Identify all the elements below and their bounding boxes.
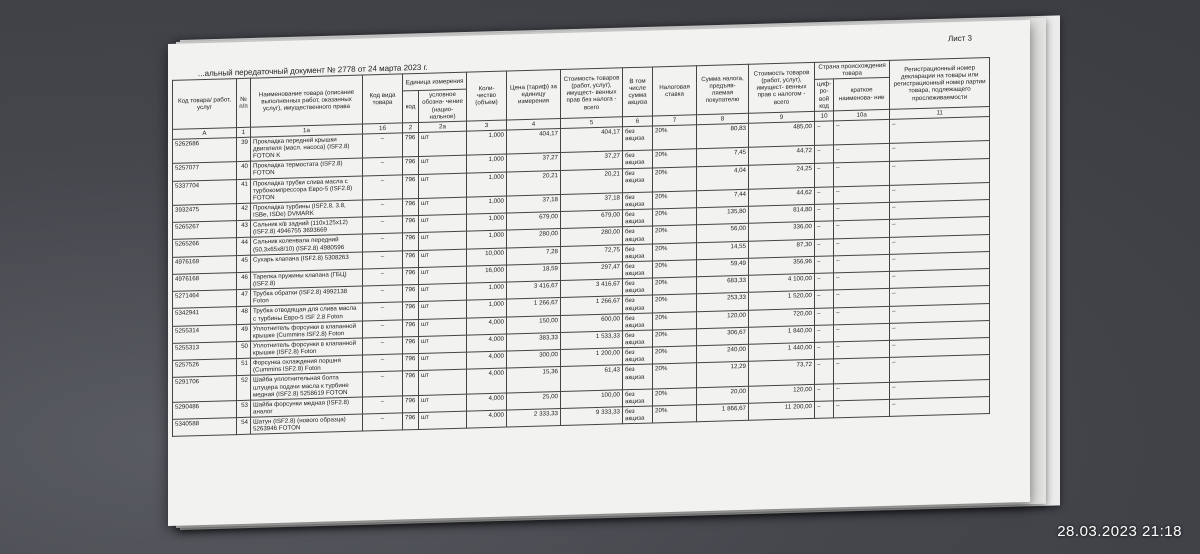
- cell-cost: 404,17: [561, 127, 623, 153]
- cell-unit-code: 796: [403, 216, 419, 234]
- cell-price: 37,27: [507, 153, 561, 172]
- cell-declaration: –: [890, 320, 990, 340]
- cell-country-code: –: [815, 221, 834, 239]
- cell-cost: 679,00: [561, 210, 623, 229]
- cell-tax: 14,55: [697, 241, 749, 260]
- cell-country-code: –: [815, 308, 834, 326]
- cell-total: 120,00: [749, 384, 815, 403]
- cell-total: 356,96: [749, 256, 815, 275]
- cell-qty: 4,000: [467, 351, 507, 369]
- cell-cost: 280,00: [561, 227, 623, 246]
- cell-country-name: –: [834, 202, 890, 221]
- column-index-cell: 10: [815, 111, 834, 122]
- cell-declaration: –: [890, 251, 990, 271]
- cell-total: 485,00: [749, 121, 815, 147]
- cell-rate: 20%: [653, 311, 697, 329]
- cell-unit-name: шт: [419, 266, 467, 285]
- column-index-cell: А: [173, 127, 237, 139]
- cell-price: 679,00: [507, 212, 561, 231]
- header-country-name: краткое наименова- ние: [834, 78, 890, 111]
- cell-number: 47: [237, 289, 251, 307]
- cell-country-name: –: [834, 144, 890, 163]
- cell-name: Сальник коленвала передний (50,3х65х8/10) (ISF2.8) 4980596: [251, 234, 363, 254]
- cell-country-code: –: [815, 121, 834, 146]
- cell-qty: 4,000: [467, 317, 507, 335]
- cell-name: Шайба форсунки медная (ISF2.8) аналог: [251, 397, 363, 417]
- cell-cost: 37,27: [561, 151, 623, 170]
- cell-declaration: –: [890, 355, 990, 382]
- cell-unit-code: 796: [403, 302, 419, 320]
- cell-rate: 20%: [653, 149, 697, 167]
- cell-code: 5271464: [173, 290, 237, 309]
- cell-rate: 20%: [653, 242, 697, 260]
- cell-qty: 1,000: [467, 172, 507, 197]
- header-excise: В том числе сумма акциза: [623, 67, 653, 117]
- cell-total: 720,00: [749, 308, 815, 327]
- cell-number: 41: [237, 179, 251, 204]
- page-label: Лист 3: [947, 33, 972, 44]
- cell-country-name: –: [834, 399, 890, 418]
- cell-country-code: –: [815, 384, 834, 402]
- cell-kind: –: [363, 199, 403, 217]
- cell-kind: –: [363, 216, 403, 234]
- cell-qty: 4,000: [467, 334, 507, 352]
- cell-rate: 20%: [653, 294, 697, 312]
- cell-declaration: –: [890, 338, 990, 358]
- cell-qty: 16,000: [467, 265, 507, 283]
- cell-cost: 100,00: [561, 390, 623, 409]
- column-index-cell: 7: [653, 114, 697, 125]
- cell-code: 5290486: [173, 400, 237, 419]
- cell-code: 4976169: [173, 255, 237, 274]
- cell-name: Прокладка трубки слива масла с турбокомпрессора Евро-5 (ISF2.8) FOTON: [251, 176, 363, 204]
- cell-name: Шатун (ISF2.8) (нового образца) 5263946 FOTON: [251, 414, 363, 434]
- cell-qty: 1,000: [467, 282, 507, 300]
- cell-name: Тарелка пружины клапана (ГБЦ) (ISF2.8): [251, 269, 363, 289]
- cell-code: 5291706: [173, 376, 237, 402]
- cell-kind: –: [363, 133, 403, 158]
- cell-rate: 20%: [653, 125, 697, 151]
- cell-qty: 1,000: [467, 154, 507, 172]
- cell-rate: 20%: [653, 208, 697, 226]
- cell-cost: 3 416,67: [561, 279, 623, 298]
- cell-excise: без акциза: [623, 330, 653, 348]
- cell-rate: 20%: [653, 363, 697, 389]
- cell-kind: –: [363, 320, 403, 338]
- cell-country-code: –: [815, 256, 834, 274]
- cell-code: 5340588: [173, 418, 237, 437]
- cell-number: 48: [237, 307, 251, 325]
- cell-excise: без акциза: [623, 167, 653, 192]
- cell-qty: 4,000: [467, 410, 507, 428]
- cell-country-code: –: [815, 290, 834, 308]
- cell-unit-name: шт: [419, 301, 467, 320]
- cell-rate: 20%: [653, 329, 697, 347]
- cell-price: 383,33: [507, 332, 561, 351]
- cell-rate: 20%: [653, 166, 697, 192]
- cell-number: 53: [237, 400, 251, 418]
- column-index-cell: 2: [403, 122, 419, 133]
- cell-total: 1 440,00: [749, 343, 815, 362]
- cell-kind: –: [363, 157, 403, 175]
- cell-tax: 20,00: [697, 386, 749, 405]
- cell-country-name: –: [834, 161, 890, 187]
- cell-unit-code: 796: [403, 250, 419, 268]
- cell-declaration: –: [890, 234, 990, 254]
- header-cost: Стоимость товаров (работ, услуг), имущест- венных прав без налога - всего: [561, 68, 623, 118]
- cell-unit-code: 796: [403, 267, 419, 285]
- cell-price: 300,00: [507, 350, 561, 369]
- cell-country-name: –: [834, 306, 890, 325]
- cell-unit-code: 796: [403, 285, 419, 303]
- cell-total: 814,80: [749, 205, 815, 224]
- header-total: Стоимость товаров (работ, услуг), имущест- венных прав с налогом - всего: [749, 62, 815, 113]
- header-name: Наименование товара (описание выполненных работ, оказанных услуг), имущественного права: [251, 75, 363, 127]
- cell-kind: –: [363, 396, 403, 414]
- header-unit-group: Единица измерения: [403, 72, 467, 91]
- cell-name: Трубка обратки (ISF2.8) 4992138 Foton: [251, 286, 363, 306]
- cell-country-code: –: [815, 187, 834, 205]
- cell-cost: 37,18: [561, 193, 623, 212]
- column-index-cell: 3: [467, 120, 507, 131]
- cell-excise: без акциза: [623, 261, 653, 279]
- cell-unit-name: шт: [419, 173, 467, 199]
- cell-tax: 4,04: [697, 165, 749, 191]
- cell-cost: 61,43: [561, 365, 623, 391]
- cell-cost: 9 333,33: [561, 407, 623, 426]
- cell-declaration: –: [890, 286, 990, 306]
- cell-cost: 1 266,67: [561, 296, 623, 315]
- column-index-cell: 6: [623, 116, 653, 127]
- cell-price: 3 416,67: [507, 281, 561, 300]
- cell-price: 2 333,33: [507, 409, 561, 428]
- cell-unit-name: шт: [419, 131, 467, 157]
- cell-country-code: –: [815, 145, 834, 163]
- cell-country-name: –: [834, 271, 890, 290]
- cell-total: 1 520,00: [749, 291, 815, 310]
- cell-qty: 1,000: [467, 299, 507, 317]
- cell-rate: 20%: [653, 225, 697, 243]
- cell-number: 39: [237, 137, 251, 162]
- cell-price: 1 266,67: [507, 298, 561, 317]
- cell-excise: без акциза: [623, 313, 653, 331]
- cell-kind: –: [363, 251, 403, 269]
- cell-price: 404,17: [507, 128, 561, 154]
- cell-price: 280,00: [507, 229, 561, 248]
- cell-unit-name: шт: [419, 155, 467, 174]
- cell-cost: 297,47: [561, 262, 623, 281]
- cell-tax: 80,83: [697, 123, 749, 149]
- header-decl: Регистрационный номер декларации на товары или регистрационный номер партии товара, подлежащего прослеживаемости: [890, 58, 990, 110]
- cell-name: Прокладка передней крышки двигателя (масл. насоса) (ISF2.8) FOTON K: [251, 134, 363, 162]
- cell-price: 25,00: [507, 391, 561, 410]
- header-code: Код товара/ работ, услуг: [173, 79, 237, 130]
- cell-total: 1 840,00: [749, 325, 815, 344]
- document-page: [168, 20, 1030, 526]
- cell-declaration: –: [890, 217, 990, 237]
- cell-country-code: –: [815, 342, 834, 360]
- cell-code: 5342941: [173, 307, 237, 326]
- cell-excise: без акциза: [623, 347, 653, 365]
- cell-kind: –: [363, 174, 403, 199]
- cell-declaration: –: [890, 269, 990, 289]
- cell-tax: 59,49: [697, 258, 749, 277]
- cell-cost: 20,21: [561, 168, 623, 194]
- cell-number: 51: [237, 358, 251, 376]
- cell-unit-name: шт: [419, 352, 467, 371]
- header-rate: Налоговая ставка: [653, 66, 697, 116]
- cell-unit-code: 796: [403, 395, 419, 413]
- cell-cost: 1 533,33: [561, 331, 623, 350]
- header-tax: Сумма налога, предъяв- ляемая покупателю: [697, 64, 749, 114]
- cell-declaration: –: [890, 379, 990, 399]
- cell-country-code: –: [815, 273, 834, 291]
- cell-country-name: –: [834, 237, 890, 256]
- cell-declaration: –: [890, 158, 990, 185]
- column-index-cell: 8: [697, 113, 749, 125]
- cell-excise: без акциза: [623, 364, 653, 389]
- cell-rate: 20%: [653, 346, 697, 364]
- cell-name: Уплотнитель форсунки в клапанной крышке (ISF2.8) Foton: [251, 338, 363, 358]
- cell-name: Уплотнитель форсунки в клапанной крышке (Cummins ISF2.8) Foton: [251, 321, 363, 341]
- cell-total: 87,30: [749, 239, 815, 258]
- cell-name: Сальник к/в задний (110х125х12) (ISF2.8) 4946755 3693669: [251, 217, 363, 237]
- cell-unit-code: 796: [403, 132, 419, 157]
- cell-code: 5255314: [173, 324, 237, 343]
- cell-declaration: –: [890, 116, 990, 143]
- cell-unit-code: 796: [403, 157, 419, 175]
- cell-number: 52: [237, 376, 251, 401]
- cell-declaration: –: [890, 303, 990, 323]
- cell-country-name: –: [834, 220, 890, 239]
- cell-declaration: –: [890, 200, 990, 220]
- cell-qty: 4,000: [467, 393, 507, 411]
- header-np: № п/п: [237, 78, 251, 127]
- cell-unit-name: шт: [419, 394, 467, 413]
- cell-code: 5255313: [173, 341, 237, 360]
- cell-tax: 1 866,67: [697, 403, 749, 422]
- column-index-cell: 1: [237, 127, 251, 138]
- cell-total: 73,72: [749, 360, 815, 386]
- cell-code: 5257077: [173, 162, 237, 181]
- cell-excise: без акциза: [623, 389, 653, 407]
- cell-code: 5257526: [173, 359, 237, 378]
- cell-kind: –: [363, 337, 403, 355]
- cell-tax: 135,80: [697, 206, 749, 225]
- cell-unit-name: шт: [419, 283, 467, 302]
- cell-unit-name: шт: [419, 232, 467, 251]
- cell-unit-name: шт: [419, 249, 467, 268]
- table-body: [173, 106, 990, 436]
- cell-number: 40: [237, 161, 251, 179]
- cell-total: 4 100,00: [749, 274, 815, 293]
- cell-total: 24,25: [749, 163, 815, 189]
- cell-code: 5337704: [173, 179, 237, 205]
- column-index-cell: 1б: [363, 123, 403, 134]
- cell-country-code: –: [815, 359, 834, 384]
- cell-unit-code: 796: [403, 174, 419, 199]
- cell-name: Прокладка турбины (ISF2.8, 3.8, ISBe, ISDe) DVMARK: [251, 200, 363, 220]
- cell-total: 11 200,00: [749, 401, 815, 420]
- header-unit-code: код: [403, 91, 419, 123]
- cell-code: 4976168: [173, 272, 237, 291]
- cell-tax: 683,33: [697, 275, 749, 294]
- cell-kind: –: [363, 371, 403, 396]
- cell-unit-name: шт: [419, 411, 467, 430]
- cell-unit-code: 796: [403, 413, 419, 431]
- cell-name: Форсунка охлаждения поршня (Cummins ISF2.8) Foton: [251, 355, 363, 375]
- cell-rate: 20%: [653, 191, 697, 209]
- cell-excise: без акциза: [623, 406, 653, 424]
- header-country-group: Страна происхождения товара: [815, 60, 890, 79]
- cell-rate: 20%: [653, 387, 697, 405]
- cell-kind: –: [363, 233, 403, 251]
- header-unit-name: условное обозна- чение (нацио- нальное): [419, 89, 467, 122]
- cell-country-name: –: [834, 254, 890, 273]
- cell-cost: 72,75: [561, 244, 623, 263]
- cell-tax: 7,44: [697, 189, 749, 208]
- cell-country-code: –: [815, 325, 834, 343]
- cell-number: 49: [237, 324, 251, 342]
- cell-unit-code: 796: [403, 371, 419, 396]
- cell-tax: 253,33: [697, 293, 749, 312]
- cell-kind: –: [363, 268, 403, 286]
- cell-unit-name: шт: [419, 370, 467, 396]
- goods-table: [172, 57, 990, 437]
- cell-name: Шайба уплотнительная болта штуцера подачи масла к турбине медная (ISF2.8) 5258619 FOTON: [251, 372, 363, 400]
- cell-code: 3932475: [173, 203, 237, 222]
- cell-country-code: –: [815, 239, 834, 257]
- cell-number: 44: [237, 238, 251, 256]
- cell-unit-code: 796: [403, 319, 419, 337]
- cell-number: 46: [237, 272, 251, 290]
- cell-unit-name: шт: [419, 214, 467, 233]
- cell-number: 42: [237, 203, 251, 221]
- cell-name: Сухарь клапана (ISF2.8) 5308263: [251, 252, 363, 272]
- cell-qty: 1,000: [467, 213, 507, 231]
- cell-excise: без акциза: [623, 209, 653, 227]
- cell-country-code: –: [815, 204, 834, 222]
- column-index-cell: 4: [507, 118, 561, 130]
- cell-cost: 600,00: [561, 313, 623, 332]
- cell-unit-name: шт: [419, 318, 467, 337]
- cell-code: 5265266: [173, 238, 237, 257]
- cell-kind: –: [363, 413, 403, 431]
- cell-declaration: –: [890, 182, 990, 202]
- cell-excise: без акциза: [623, 150, 653, 168]
- cell-country-name: –: [834, 382, 890, 401]
- cell-tax: 56,00: [697, 224, 749, 243]
- cell-total: 44,62: [749, 187, 815, 206]
- cell-excise: без акциза: [623, 278, 653, 296]
- cell-excise: без акциза: [623, 226, 653, 244]
- cell-excise: без акциза: [623, 244, 653, 262]
- cell-price: 7,28: [507, 246, 561, 265]
- cell-name: Прокладка термостата (ISF2.8) FOTON: [251, 158, 363, 178]
- cell-qty: 1,000: [467, 196, 507, 214]
- cell-rate: 20%: [653, 260, 697, 278]
- column-index-cell: 11: [890, 106, 990, 119]
- cell-country-name: –: [834, 323, 890, 342]
- cell-price: 20,21: [507, 170, 561, 196]
- cell-number: 50: [237, 341, 251, 359]
- cell-country-name: –: [834, 289, 890, 308]
- cell-code: 5262686: [173, 137, 237, 163]
- cell-qty: 10,000: [467, 248, 507, 266]
- document-title: ...альный передаточный документ № 2778 от 24 марта 2023 г.: [198, 62, 428, 79]
- cell-price: 18,59: [507, 263, 561, 282]
- cell-name: Трубка отводящая для слива масла с турбины Евро-5 ISF 2.8 Foton: [251, 303, 363, 323]
- cell-rate: 20%: [653, 277, 697, 295]
- cell-cost: 1 200,00: [561, 348, 623, 367]
- cell-tax: 240,00: [697, 344, 749, 363]
- cell-country-name: –: [834, 185, 890, 204]
- cell-declaration: –: [890, 397, 990, 417]
- cell-tax: 120,00: [697, 310, 749, 329]
- cell-unit-code: 796: [403, 198, 419, 216]
- cell-total: 44,72: [749, 146, 815, 165]
- cell-code: 5265267: [173, 221, 237, 240]
- cell-kind: –: [363, 302, 403, 320]
- cell-number: 45: [237, 255, 251, 273]
- cell-tax: 12,29: [697, 362, 749, 388]
- column-index-cell: 5: [561, 117, 623, 129]
- cell-country-name: –: [834, 119, 890, 145]
- column-index-cell: 10а: [834, 109, 890, 121]
- cell-tax: 306,67: [697, 327, 749, 346]
- cell-declaration: –: [890, 141, 990, 161]
- cell-excise: без акциза: [623, 192, 653, 210]
- cell-number: 54: [237, 417, 251, 435]
- column-index-cell: 9: [749, 111, 815, 123]
- header-kind: Код вида товара: [363, 74, 403, 124]
- cell-unit-code: 796: [403, 336, 419, 354]
- cell-country-code: –: [815, 162, 834, 187]
- cell-qty: 1,000: [467, 130, 507, 155]
- cell-excise: без акциза: [623, 295, 653, 313]
- header-qty: Коли- чество (объем): [467, 71, 507, 121]
- cell-qty: 1,000: [467, 230, 507, 248]
- header-price: Цена (тариф) за единицу измерения: [507, 70, 561, 120]
- photo-timestamp: 28.03.2023 21:18: [1057, 523, 1182, 540]
- cell-price: 37,18: [507, 194, 561, 213]
- cell-country-code: –: [815, 401, 834, 419]
- cell-price: 15,36: [507, 367, 561, 393]
- cell-kind: –: [363, 354, 403, 372]
- cell-unit-code: 796: [403, 354, 419, 372]
- cell-unit-name: шт: [419, 335, 467, 354]
- cell-rate: 20%: [653, 405, 697, 423]
- cell-country-name: –: [834, 358, 890, 384]
- cell-country-name: –: [834, 340, 890, 359]
- cell-tax: 7,45: [697, 148, 749, 167]
- column-index-cell: 2а: [419, 121, 467, 132]
- cell-unit-code: 796: [403, 233, 419, 251]
- cell-price: 150,00: [507, 315, 561, 334]
- cell-qty: 4,000: [467, 368, 507, 393]
- cell-excise: без акциза: [623, 126, 653, 151]
- cell-total: 336,00: [749, 222, 815, 241]
- cell-unit-name: шт: [419, 197, 467, 216]
- cell-number: 43: [237, 220, 251, 238]
- cell-kind: –: [363, 285, 403, 303]
- column-index-cell: 1а: [251, 124, 363, 137]
- header-country-code: циф- ро- вой код: [815, 79, 834, 111]
